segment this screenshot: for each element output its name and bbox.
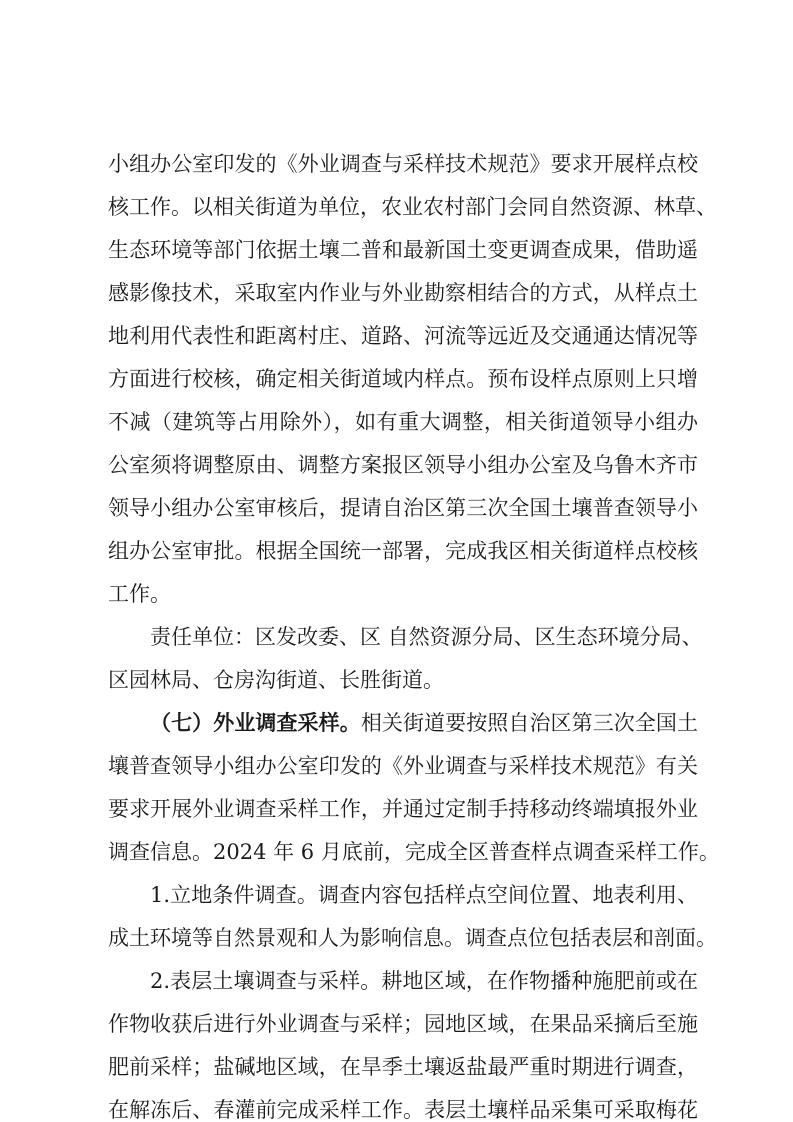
paragraph-line: 核工作。以相关街道为单位，农业农村部门会同自然资源、林草、 [108, 195, 717, 219]
paragraph-line: 壤普查领导小组办公室印发的《外业调查与采样技术规范》有关 [108, 754, 698, 778]
paragraph-line: 方面进行校核，确定相关街道域内样点。预布设样点原则上只增 [108, 367, 698, 391]
item-line: 2.表层土壤调查与采样。耕地区域，在作物播种施肥前或在 [150, 969, 698, 993]
paragraph-line: 不减（建筑等占用除外），如有重大调整，相关街道领导小组办 [108, 410, 698, 434]
paragraph-line: 地利用代表性和距离村庄、道路、河流等远近及交通通达情况等 [108, 324, 698, 348]
paragraph-line: 感影像技术，采取室内作业与外业勘察相结合的方式，从样点土 [108, 281, 698, 305]
paragraph-line: 公室须将调整原由、调整方案报区领导小组办公室及乌鲁木齐市 [108, 453, 698, 477]
paragraph-line: 要求开展外业调查采样工作，并通过定制手持移动终端填报外业 [108, 797, 698, 821]
section-heading: （七）外业调查采样。 [150, 711, 361, 735]
paragraph-line: 领导小组办公室审核后，提请自治区第三次全国土壤普查领导小 [108, 496, 698, 520]
paragraph-line: 组办公室审批。根据全国统一部署，完成我区相关街道样点校核 [108, 539, 698, 563]
section-first-line [150, 713, 698, 734]
responsibility-line: 区园林局、仓房沟街道、长胜街道。 [108, 668, 444, 692]
paragraph-line: 调查信息。2024 年 6 月底前，完成全区普查样点调查采样工作。 [108, 840, 720, 864]
paragraph-line: 生态环境等部门依据土壤二普和最新国土变更调查成果，借助遥 [108, 238, 698, 262]
item-line: 在解冻后、春灌前完成采样工作。表层土壤样品采集可采取梅花 [108, 1098, 698, 1122]
responsibility-line: 责任单位：区发改委、区 自然资源分局、区生态环境分局、 [150, 625, 703, 649]
item-line: 1.立地条件调查。调查内容包括样点空间位置、地表利用、 [150, 883, 698, 907]
paragraph-line: 工作。 [108, 582, 171, 606]
item-line: 肥前采样；盐碱地区域，在旱季土壤返盐最严重时期进行调查， [108, 1055, 698, 1079]
section-lead-text: 相关街道要按照自治区第三次全国土 [360, 711, 699, 735]
paragraph-line: 小组办公室印发的《外业调查与采样技术规范》要求开展样点校 [108, 152, 698, 176]
item-line: 作物收获后进行外业调查与采样；园地区域，在果品采摘后至施 [108, 1012, 698, 1036]
item-line: 成土环境等自然景观和人为影响信息。调查点位包括表层和剖面。 [108, 926, 717, 950]
